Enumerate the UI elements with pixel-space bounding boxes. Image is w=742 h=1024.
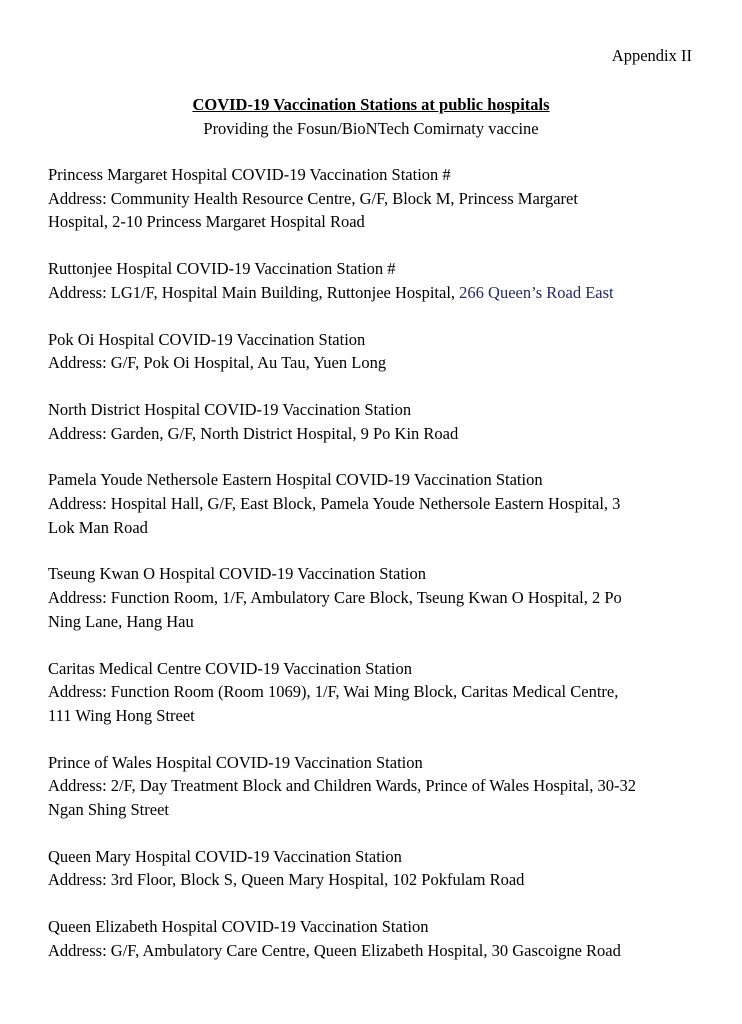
station-entry bbox=[48, 398, 698, 445]
station-name: Caritas Medical Centre COVID-19 Vaccination Station bbox=[48, 658, 412, 678]
station-entry bbox=[48, 163, 698, 234]
station-address bbox=[48, 939, 698, 963]
document-title: COVID-19 Vaccination Stations at public hospitals bbox=[192, 95, 550, 114]
station-address-text: Address: G/F, Pok Oi Hospital, Au Tau, Yuen Long bbox=[48, 353, 387, 373]
station-address bbox=[48, 281, 698, 305]
station-name: Queen Mary Hospital COVID-19 Vaccination Station bbox=[48, 846, 402, 866]
station-list bbox=[48, 163, 698, 986]
station-entry bbox=[48, 845, 698, 892]
station-address bbox=[48, 492, 698, 539]
station-name: Pamela Youde Nethersole Eastern Hospital COVID-19 Vaccination Station bbox=[48, 470, 543, 490]
station-address-text: Address: Function Room, 1/F, Ambulatory Care Block, Tseung Kwan O Hospital, 2 Po Ning Lane, Hang Hau bbox=[48, 588, 622, 631]
station-address bbox=[48, 187, 698, 234]
station-name: Princess Margaret Hospital COVID-19 Vaccination Station # bbox=[48, 165, 451, 184]
station-address-text: Address: 2/F, Day Treatment Block and Children Wards, Prince of Wales Hospital, 30-32 Ngan Shing Street bbox=[48, 776, 636, 820]
station-address bbox=[48, 586, 698, 633]
station-entry bbox=[48, 751, 698, 822]
station-name: Prince of Wales Hospital COVID-19 Vaccination Station bbox=[48, 752, 423, 772]
station-address-text: Address: Hospital Hall, G/F, East Block, Pamela Youde Nethersole Eastern Hospital, 3 Lok Man Road bbox=[48, 494, 621, 537]
station-entry bbox=[48, 915, 698, 962]
station-entry bbox=[48, 468, 698, 539]
station-address bbox=[48, 351, 698, 375]
station-entry bbox=[48, 328, 698, 375]
station-name: Tseung Kwan O Hospital COVID-19 Vaccination Station bbox=[48, 564, 426, 584]
station-address-text: Address: Garden, G/F, North District Hospital, 9 Po Kin Road bbox=[48, 423, 459, 443]
station-address-text: Address: 3rd Floor, Block S, Queen Mary Hospital, 102 Pokfulam Road bbox=[48, 870, 525, 890]
station-address bbox=[48, 774, 698, 821]
station-name: Ruttonjee Hospital COVID-19 Vaccination Station # bbox=[48, 259, 396, 279]
document-subtitle: Providing the Fosun/BioNTech Comirnaty vaccine bbox=[203, 119, 539, 138]
station-name: Pok Oi Hospital COVID-19 Vaccination Station bbox=[48, 329, 366, 349]
station-address-text: Address: LG1/F, Hospital Main Building, Ruttonjee Hospital, bbox=[48, 282, 456, 302]
station-address bbox=[48, 422, 698, 446]
station-entry bbox=[48, 657, 698, 728]
title-block bbox=[0, 93, 742, 141]
station-address bbox=[48, 680, 698, 727]
station-address-text: Address: G/F, Ambulatory Care Centre, Queen Elizabeth Hospital, 30 Gascoigne Road bbox=[48, 940, 621, 960]
station-entry bbox=[48, 562, 698, 633]
station-entry bbox=[48, 257, 698, 304]
appendix-label: Appendix II bbox=[611, 46, 692, 65]
station-address bbox=[48, 868, 698, 892]
station-address-text: Address: Community Health Resource Centre, G/F, Block M, Princess Margaret Hospital, 2-10 Princess Margaret Hospital Road bbox=[48, 188, 578, 232]
station-address-suffix: 266 Queen’s Road East bbox=[455, 282, 614, 302]
station-name: Queen Elizabeth Hospital COVID-19 Vaccination Station bbox=[48, 917, 429, 937]
station-name: North District Hospital COVID-19 Vaccination Station bbox=[48, 399, 412, 419]
station-address-text: Address: Function Room (Room 1069), 1/F, Wai Ming Block, Caritas Medical Centre, 111 Wing Hong Street bbox=[48, 682, 619, 725]
